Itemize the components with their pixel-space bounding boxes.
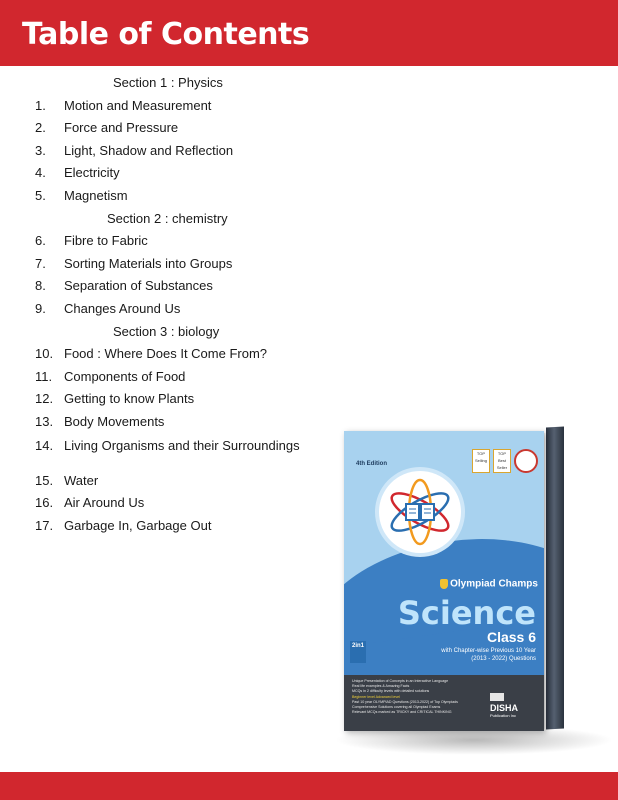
toc-entry-title: Light, Shadow and Reflection — [64, 142, 234, 158]
toc-entry-number: 15. — [35, 472, 54, 488]
atom-book-icon — [379, 471, 461, 553]
seal-icon — [514, 449, 538, 473]
toc-entry-number: 10. — [35, 346, 54, 362]
two-in-one-badge: 2in1 — [350, 641, 366, 663]
cover-bottom-panel — [344, 675, 544, 731]
page-title: Table of Contents — [22, 17, 310, 52]
toc-entry — [35, 492, 325, 515]
toc-entry-number: 12. — [35, 391, 54, 407]
publisher-logo — [490, 693, 534, 718]
brand-label: Olympiad Champs — [450, 578, 538, 590]
cover-subtitle — [384, 647, 544, 663]
toc-entry-number: 14. — [35, 437, 54, 453]
toc-entry-title: Air Around Us — [64, 495, 145, 511]
cover-subtitle-line2: (2013 - 2022) Questions — [471, 656, 536, 662]
toc-entry-number: 4. — [35, 165, 46, 181]
publisher-sub: Publication Inc — [490, 713, 517, 718]
toc-entry-title: Components of Food — [64, 368, 186, 384]
toc-entry — [35, 411, 325, 434]
cover-feature-list — [352, 679, 480, 715]
toc-entry — [35, 185, 325, 208]
book-cover-image — [326, 425, 588, 755]
toc-entry-title: Sorting Materials into Groups — [64, 255, 233, 271]
toc-entry-title: Magnetism — [64, 187, 128, 203]
toc-entry — [35, 140, 325, 163]
toc-entry — [35, 343, 325, 366]
toc-entry-title: Fibre to Fabric — [64, 233, 148, 249]
cover-subtitle-line1: with Chapter-wise Previous 10 Year — [441, 648, 536, 654]
header-band — [0, 0, 618, 66]
cover-feature-item: Relevant MCQs marked as TRICKY and CRITICAL THINKING — [352, 710, 452, 715]
toc-entry — [35, 275, 325, 298]
book-front-cover — [344, 431, 544, 731]
section-heading-physics: Section 1 : Physics — [113, 75, 223, 90]
cover-feature-item: Real life examples & Amazing Facts — [352, 684, 410, 689]
publisher-name: DISHA — [490, 703, 519, 713]
toc-entry-number: 3. — [35, 142, 46, 158]
toc-entry — [35, 298, 325, 321]
toc-entry-title: Water — [64, 472, 99, 488]
toc-entry-title: Electricity — [64, 165, 120, 181]
class-label: Class 6 — [486, 629, 536, 645]
cover-feature-item: Comprehensive Solutions covering all Olympiad Exams — [352, 705, 441, 710]
cover-feature-item: Past 10 year OLYMPIAD Questions (2013-2022) of Top Olympiads — [352, 699, 458, 704]
atom-icon — [379, 471, 461, 553]
toc-entry-title: Body Movements — [64, 413, 165, 429]
cover-feature-item: Beginner level Advanced level — [352, 694, 400, 699]
toc-entry-number: 8. — [35, 278, 46, 294]
cover-feature-item: Unique Presentation of Concepts in an Interactive Language — [352, 679, 449, 683]
toc-entry-number: 5. — [35, 187, 46, 203]
cover-badges — [472, 449, 538, 473]
toc-entry-title: Food : Where Does It Come From? — [64, 346, 268, 362]
toc-entry — [35, 117, 325, 140]
toc-entry — [35, 515, 325, 538]
cover-feature-item: MCQs in 2 difficulty levels with detailed solutions — [352, 689, 430, 694]
toc-entry-number: 13. — [35, 413, 54, 429]
toc-entry-title: Living Organisms and their Surroundings — [64, 437, 300, 453]
toc-entry — [35, 434, 325, 470]
toc-entry — [35, 162, 325, 185]
brand-olympiad-champs — [434, 579, 544, 590]
publisher-mark-icon — [490, 693, 504, 701]
table-of-contents — [35, 72, 325, 537]
badge-top-selling: TOP Selling — [472, 449, 490, 473]
toc-entry-number: 11. — [35, 368, 53, 384]
book-spine — [546, 427, 564, 730]
section-heading-chemistry: Section 2 : chemistry — [107, 210, 228, 226]
toc-entry-number: 16. — [35, 495, 54, 511]
toc-entry — [35, 253, 325, 276]
toc-entry — [35, 388, 325, 411]
toc-entry-title: Force and Pressure — [64, 120, 179, 136]
footer-band — [0, 772, 618, 800]
toc-entry-title: Garbage In, Garbage Out — [64, 517, 212, 533]
toc-entry-title: Getting to know Plants — [64, 391, 195, 407]
badge-top-best-seller: TOP Best Seller — [493, 449, 511, 473]
toc-entry-number: 7. — [35, 255, 46, 271]
toc-entry — [35, 470, 325, 493]
toc-entry-number: 1. — [35, 97, 46, 113]
trophy-icon — [440, 579, 448, 589]
toc-entry-number: 6. — [35, 233, 46, 249]
toc-entry-number: 17. — [35, 517, 54, 533]
toc-entry — [35, 230, 325, 253]
toc-entry-number: 9. — [35, 300, 46, 316]
toc-entry — [35, 366, 325, 389]
section-heading-biology: Section 3 : biology — [113, 323, 220, 339]
subject-title: Science — [397, 594, 536, 632]
toc-entry — [35, 95, 325, 118]
toc-entry-title: Motion and Measurement — [64, 97, 212, 113]
toc-entry-title: Changes Around Us — [64, 300, 181, 316]
toc-entry-title: Separation of Substances — [64, 278, 213, 294]
edition-label: 4th Edition — [356, 461, 387, 467]
toc-entry-number: 2. — [35, 120, 46, 136]
